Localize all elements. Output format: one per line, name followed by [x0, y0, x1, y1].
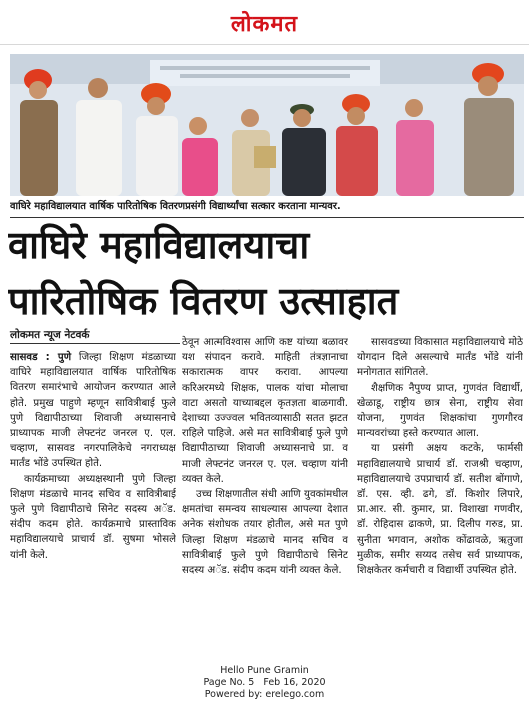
paragraph: शैक्षणिक नैपुण्य प्राप्त, गुणवंत विद्यार्थी, खेळाडू, राष्ट्रीय छात्र सेना, राष्ट्रीय सेवा योजना, गुणवंत शिक्षकांचा गुणगौरव मान्यवरांच्या हस्ते करण्यात आला. [357, 382, 523, 440]
lokmat-logo: लोकमत [230, 11, 299, 37]
masthead-divider [0, 44, 529, 45]
award-ceremony-photo [10, 54, 524, 196]
paragraph: या प्रसंगी अक्षय कटके, फार्मसी महाविद्यालयाचे प्राचार्य डॉ. राजश्री चव्हाण, महाविद्यालयाचे उपप्राचार्य डॉ. सतीश बोंगाणे, डॉ. एस. व्ही. ढगे, डॉ. किशोर लिपारे, प्रा.आर. सी. कुमार, प्रा. विशाखा गणवीर, डॉ. रोहिदास ढाकणे, प्रा. दिलीप गरुड, प्रा. सुनीता भगवान, अशोक कोंढावळे, ऋतुजा मुळीक, समीर सय्यद तसेच सर्व प्राध्यापक, शिक्षकेतर कर्मचारी व विद्यार्थी उपस्थित होते. [357, 443, 523, 577]
paragraph [10, 350, 176, 472]
photo-caption: वाघिरे महाविद्यालयात वार्षिक पारितोषिक वितरणप्रसंगी विद्यार्थ्यांचा सत्कार करताना मान्यवर. [10, 197, 524, 217]
paragraph: ठेवून आत्मविश्वास आणि कष्ट यांच्या बळावर यश संपादन करावे. माहिती तंत्रज्ञानाचा सकारात्मक वापर करावा. आपल्या करिअरमध्ये शिक्षक, पालक यांचा मोलाचा वाटा असतो याच्याबद्दल कृतज्ञता बाळगावी. देशाच्या उज्ज्वल भवितव्यासाठी सतत झटत राहिले पाहिजे. असे मत सावित्रीबाई फुले पुणे विद्यापीठाच्या शिवाजी अध्यासनाचे प्रा. व माजी लेफ्टनंट जनरल ए. एल. चव्हाण यांनी व्यक्त केले. [182, 337, 348, 485]
article-photo [10, 54, 524, 196]
headline-line-2: पारितोषिक वितरण उत्साहात [8, 279, 399, 323]
article-column-1 [10, 350, 176, 637]
article-column-3 [357, 335, 523, 635]
powered-by: Powered by: erelego.com [204, 689, 325, 700]
masthead [0, 0, 529, 42]
dateline: सासवड : पुणे [10, 352, 72, 363]
edition-name: Hello Pune Gramin [220, 665, 309, 676]
headline-line-1: वाघिरे महाविद्यालयाचा [8, 223, 310, 267]
paragraph: कार्यक्रमाच्या अध्यक्षस्थानी पुणे जिल्हा शिक्षण मंडळाचे मानद सचिव व सावित्रीबाई फुले पुणे विद्यापीठाचे सिनेट सदस्य अॅड. संदीप कदम होते. कार्यक्रमाचे प्रास्ताविक महाविद्यालयाचे प्राचार्य डॉ. सुषमा भोसले यांनी केले. [10, 473, 176, 561]
byline-divider [10, 343, 180, 344]
page-footer [0, 665, 529, 701]
byline: लोकमत न्यूज नेटवर्क [10, 329, 90, 341]
paragraph: सासवडच्या विकासात महाविद्यालयाचे मोठे योगदान दिले असल्याचे मार्तंड भोंडे यांनी मनोगतात सांगितले. [357, 337, 523, 379]
caption-divider [10, 217, 524, 218]
paragraph-text: जिल्हा शिक्षण मंडळाच्या वाघिरे महाविद्यालयात वार्षिक पारितोषिक वितरण समारंभाचे आयोजन करण्यात आले होते. प्रमुख पाहुणे म्हणून सावित्रीबाई फुले पुणे विद्यापीठाच्या शिवाजी अध्यासनाचे प्राध्यापक माजी लेफ्टनंट जनरल ए. एल. चव्हाण, सासवड नगरपालिकेचे नगराध्यक्ष मार्तंड भोंडे उपस्थित होते. [10, 352, 176, 470]
article-column-2 [182, 335, 348, 635]
clip-fade [0, 628, 529, 644]
page-and-date: Page No. 5 Feb 16, 2020 [203, 677, 326, 688]
paragraph: उच्च शिक्षणातील संधी आणि युवकांमधील क्षमतांचा समन्वय साधल्यास आपल्या देशात अनेक संशोधक तयार होतील, असे मत पुणे जिल्हा शिक्षण मंडळाचे मानद सचिव व सावित्रीबाई फुले पुणे विद्यापीठाचे सिनेट सदस्य अॅड. संदीप कदम यांनी व्यक्त केले. [182, 489, 348, 577]
